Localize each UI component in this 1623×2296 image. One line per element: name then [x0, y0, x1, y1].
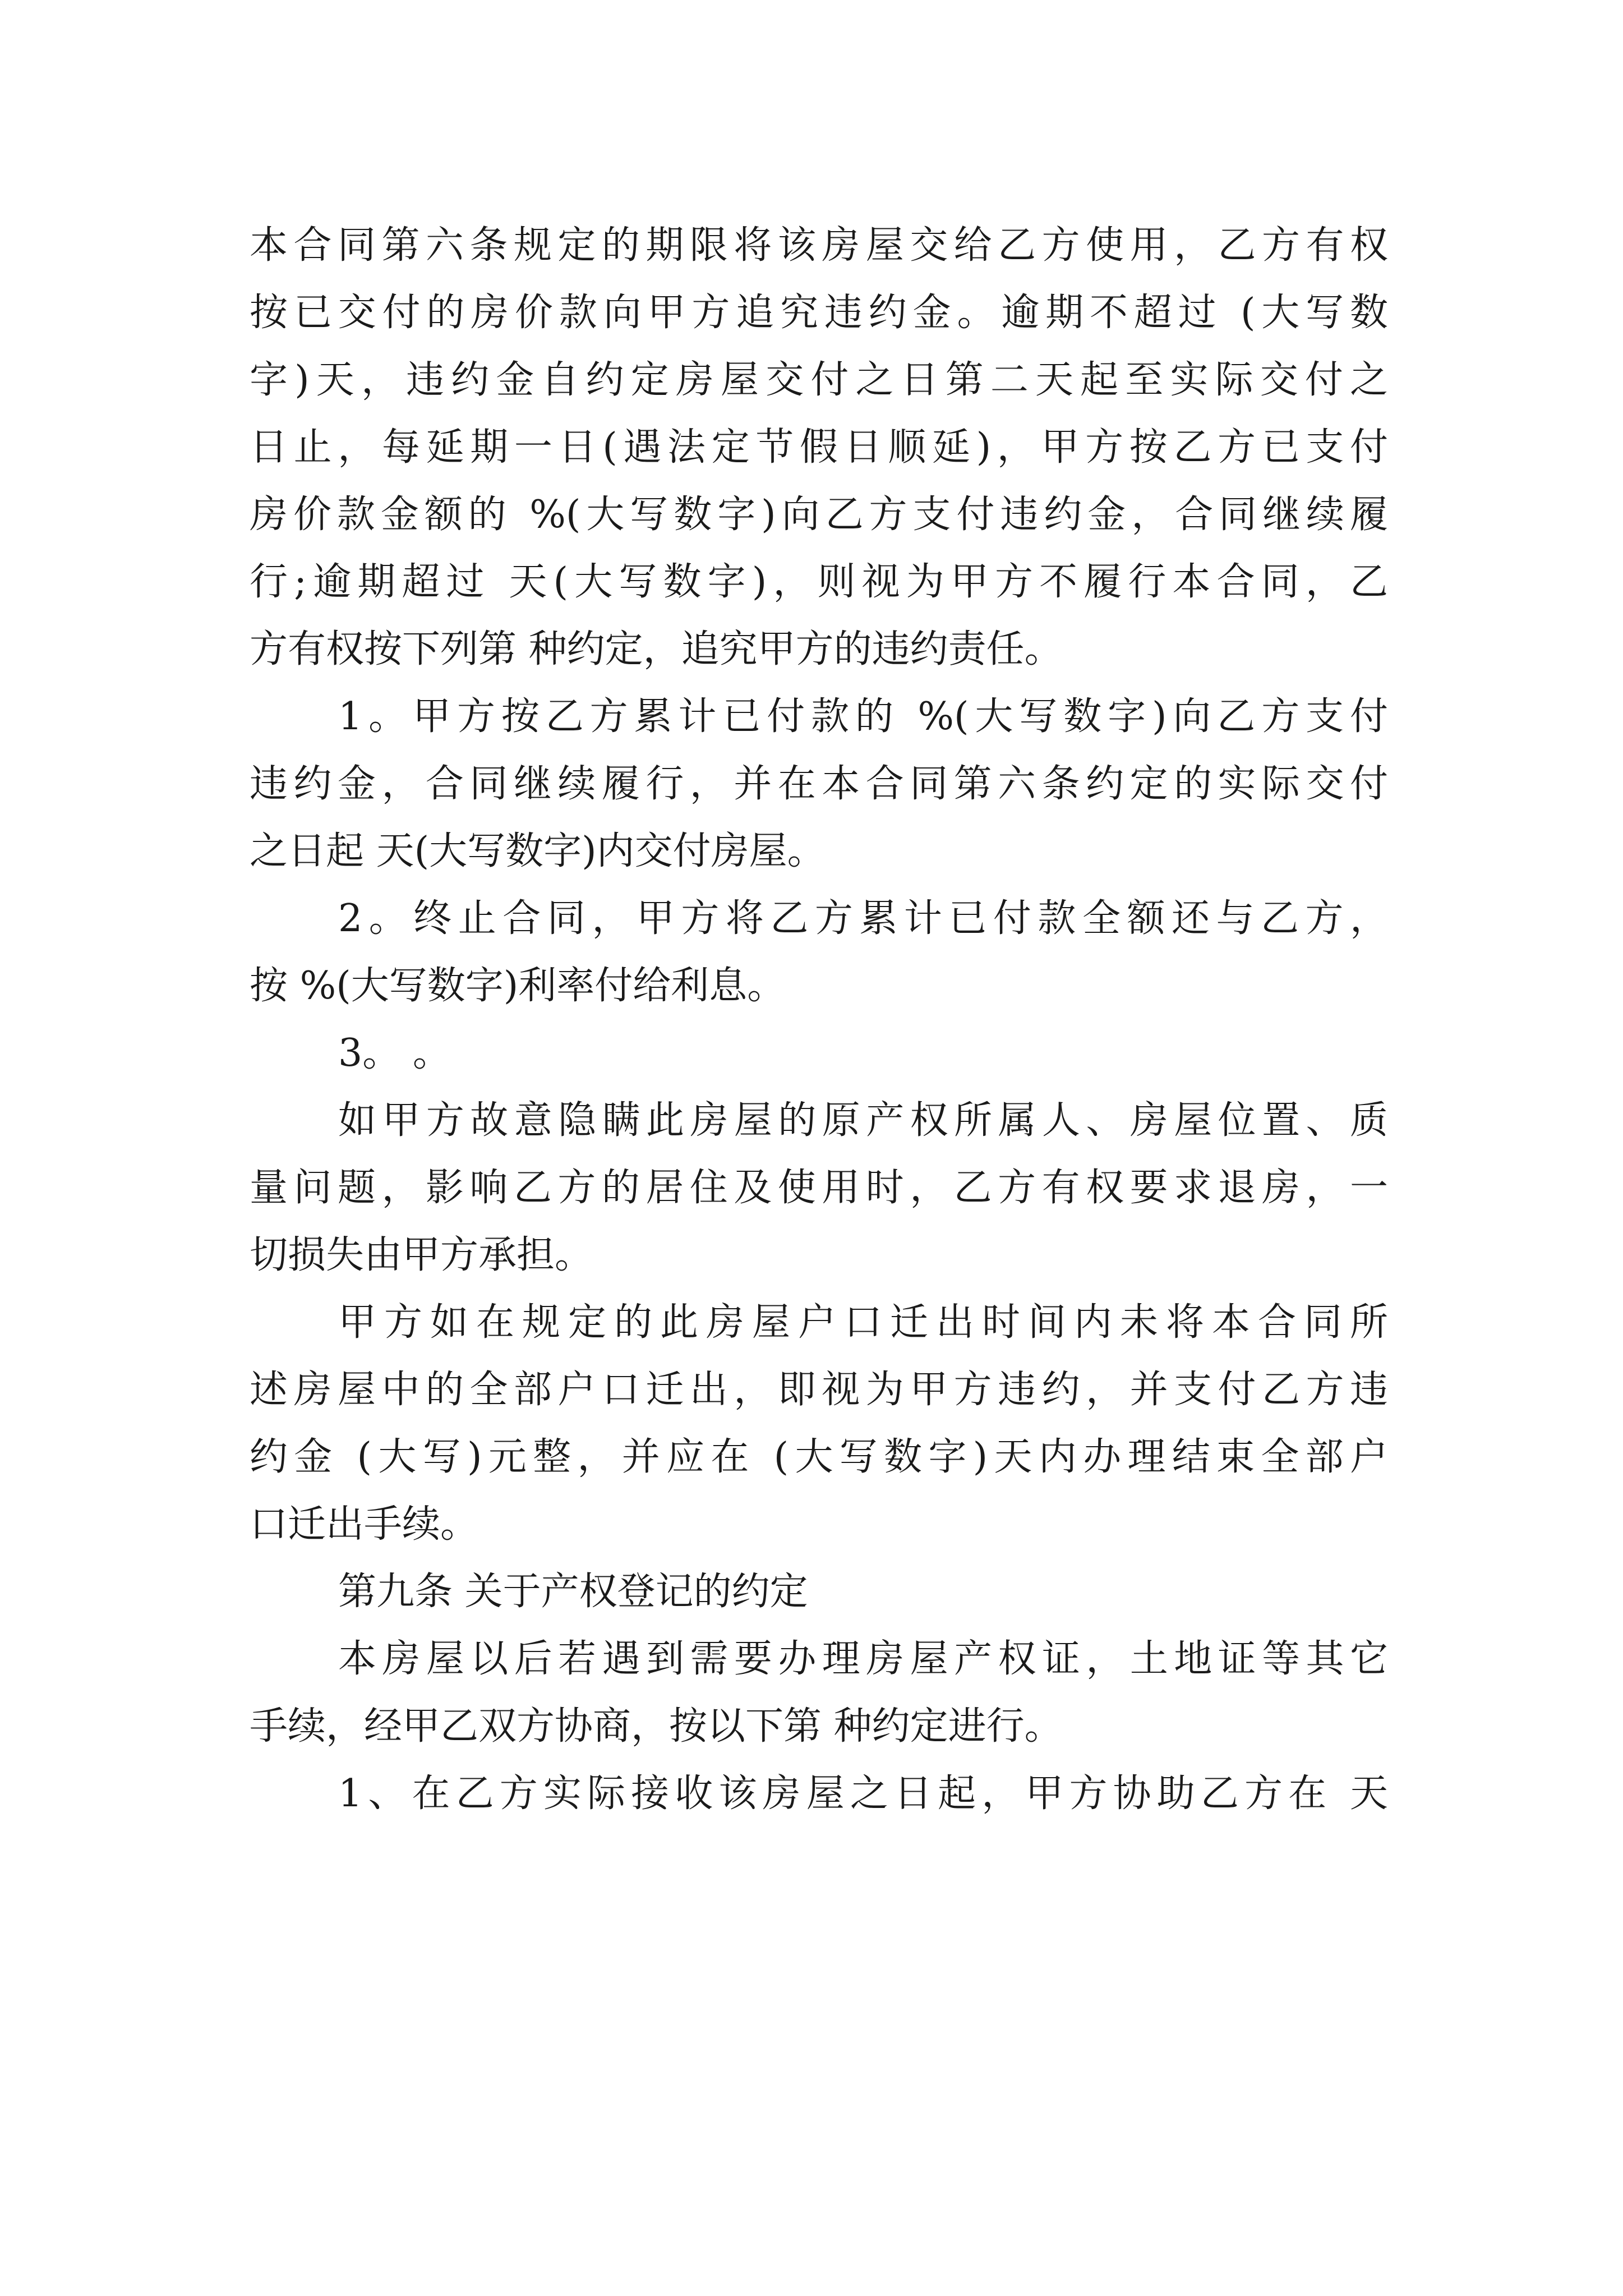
text-line: 约金 (大写)元整，并应在 (大写数字)天内办理结束全部户 [250, 1435, 1388, 1479]
contract-body [250, 212, 1388, 1828]
text-line: 切损失由甲方承担。 [250, 1233, 593, 1277]
text-line: 如甲方故意隐瞒此房屋的原产权所属人、房屋位置、质 [338, 1098, 1388, 1143]
text-line: 甲方如在规定的此房屋户口迁出时间内未将本合同所 [338, 1300, 1388, 1345]
text-line: 口迁出手续。 [250, 1502, 479, 1547]
text-line: 1。甲方按乙方累计已付款的 %(大写数字)向乙方支付 [338, 694, 1388, 739]
text-line: 手续，经甲乙双方协商，按以下第 种约定进行。 [250, 1704, 1063, 1749]
text-line: 1、在乙方实际接收该房屋之日起，甲方协助乙方在 天 [338, 1772, 1388, 1816]
article-heading: 第九条 关于产权登记的约定 [338, 1570, 808, 1614]
text-line: 3。 。 [338, 1031, 451, 1075]
text-line: 方有权按下列第 种约定，追究甲方的违约责任。 [250, 627, 1063, 671]
text-line: 字)天，违约金自约定房屋交付之日第二天起至实际交付之 [250, 358, 1388, 402]
text-line: 日止，每延期一日(遇法定节假日顺延)，甲方按乙方已支付 [250, 425, 1388, 470]
text-line: 2。终止合同，甲方将乙方累计已付款全额还与乙方， [338, 896, 1388, 941]
text-line: 本房屋以后若遇到需要办理房屋产权证，土地证等其它 [338, 1637, 1388, 1681]
text-line: 违约金，合同继续履行，并在本合同第六条约定的实际交付 [250, 762, 1388, 806]
text-line: 房价款金额的 %(大写数字)向乙方支付违约金，合同继续履 [250, 493, 1388, 537]
text-line: 量问题，影响乙方的居住及使用时，乙方有权要求退房，一 [250, 1166, 1388, 1210]
text-line: 本合同第六条规定的期限将该房屋交给乙方使用，乙方有权 [250, 223, 1388, 268]
text-line: 行;逾期超过 天(大写数字)，则视为甲方不履行本合同，乙 [250, 560, 1388, 604]
text-line: 述房屋中的全部户口迁出，即视为甲方违约，并支付乙方违 [250, 1368, 1388, 1412]
text-line: 按已交付的房价款向甲方追究违约金。逾期不超过 (大写数 [250, 291, 1388, 335]
text-line: 之日起 天(大写数字)内交付房屋。 [250, 829, 826, 873]
text-line: 按 %(大写数字)利率付给利息。 [250, 964, 786, 1008]
